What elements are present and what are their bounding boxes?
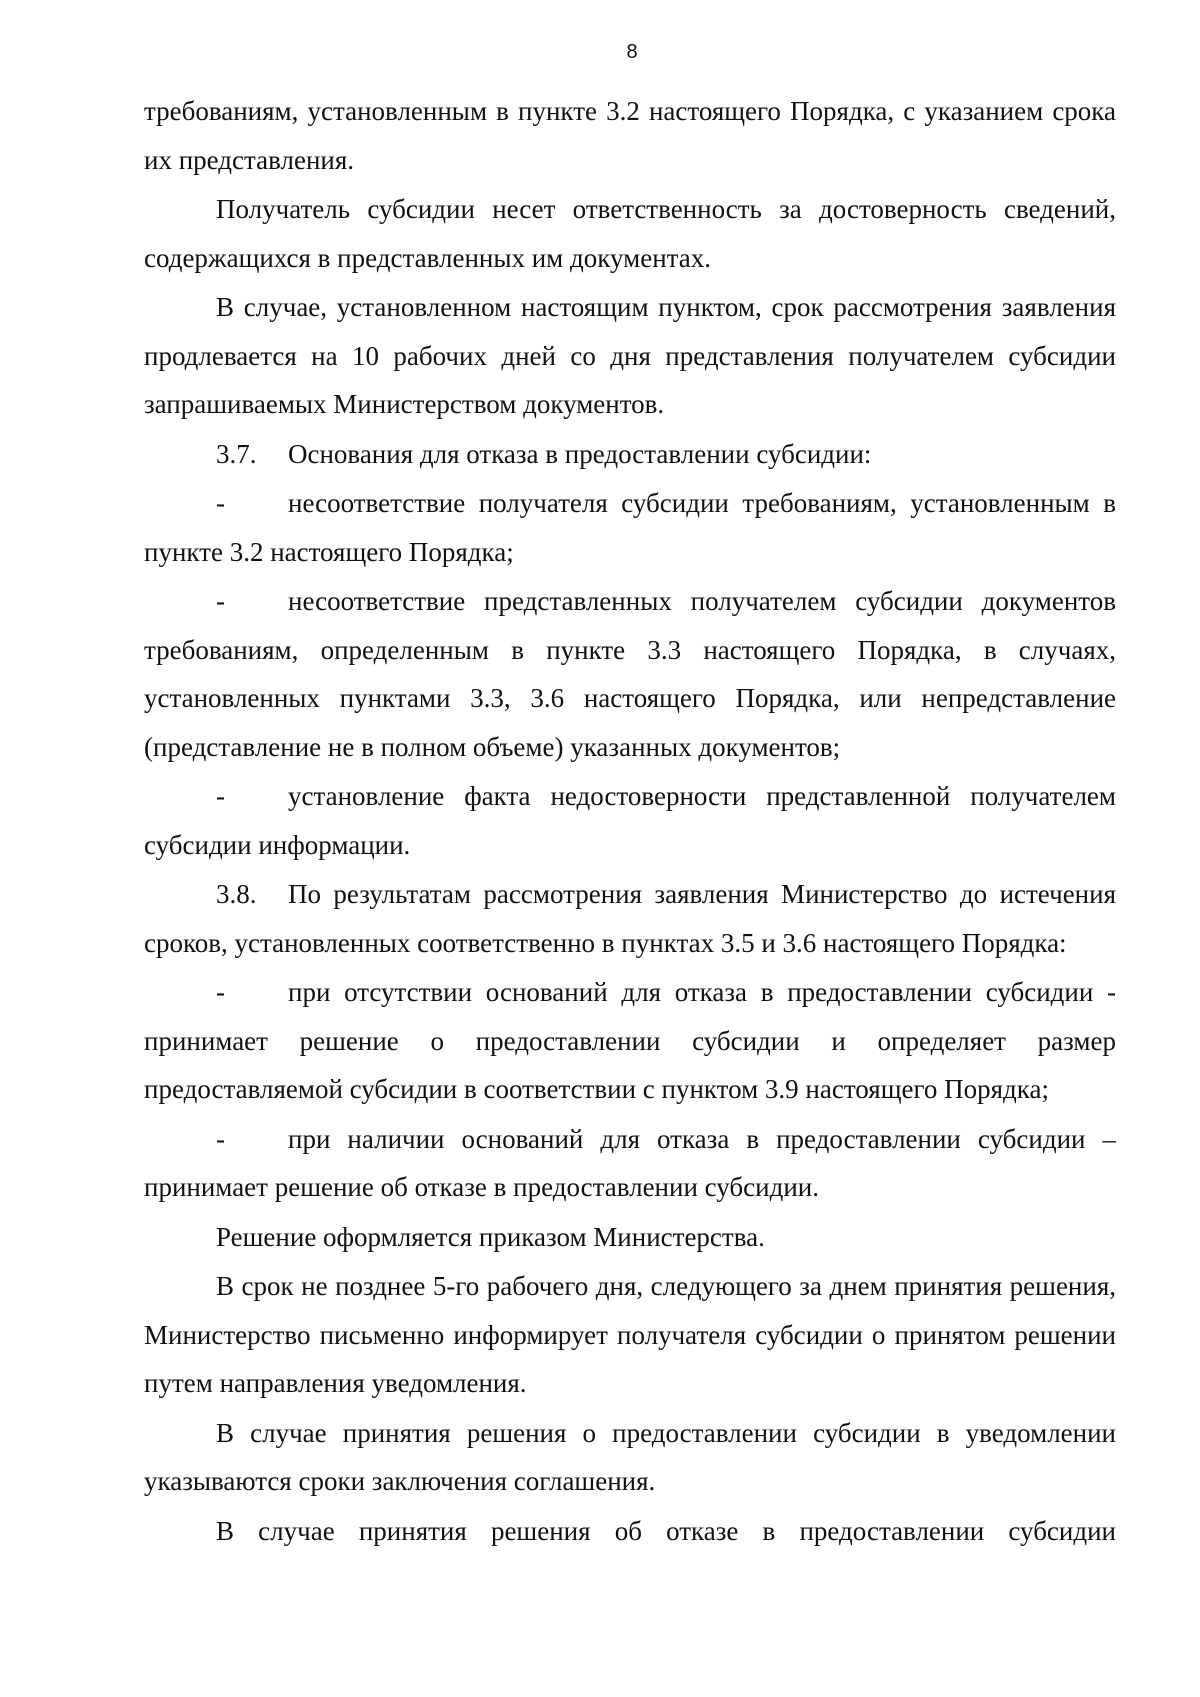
section-3-7-heading — [144, 430, 1116, 479]
page-number: 8 — [626, 41, 638, 63]
list-item-text: при наличии оснований для отказа в предоставлении субсидии – принимает решение об отказе в предоставлении субсидии. — [144, 1123, 1116, 1202]
section-number: 3.8. — [216, 879, 257, 909]
paragraph-refusal-notice — [144, 1507, 1116, 1556]
section-3-8-heading — [144, 870, 1116, 967]
list-item — [144, 1115, 1116, 1212]
list-item — [144, 577, 1116, 771]
dash-bullet: - — [216, 977, 225, 1007]
dash-bullet: - — [216, 586, 225, 616]
paragraph-text: В срок не позднее 5-го рабочего дня, следующего за днем принятия решения, Министерство письменно информирует получателя субсидии о принятом решении путем направления уведомления. — [144, 1271, 1116, 1398]
paragraph-notification-deadline — [144, 1262, 1116, 1408]
paragraph-text: требованиям, установленным в пункте 3.2 настоящего Порядка, с указанием срока их представления. — [144, 96, 1116, 175]
list-item-text: несоответствие получателя субсидии требованиям, установленным в пункте 3.2 настоящего Порядка; — [144, 488, 1116, 567]
dash-bullet: - — [216, 781, 225, 811]
paragraph-decision-order — [144, 1213, 1116, 1262]
list-item-text: установление факта недостоверности представленной получателем субсидии информации. — [144, 781, 1116, 860]
paragraph-continuation — [144, 87, 1116, 184]
paragraph-text: Получатель субсидии несет ответственность за достоверность сведений, содержащихся в представленных им документах. — [144, 194, 1116, 273]
paragraph-approval-notice — [144, 1409, 1116, 1506]
list-item — [144, 772, 1116, 869]
list-item-text: несоответствие представленных получателем субсидии документов требованиям, определенным в пункте 3.3 настоящего Порядка, в случаях, установленных пунктами 3.3, 3.6 настоящего Порядка, или непредставление (представление не в полном объеме) указанных документов; — [144, 586, 1116, 762]
paragraph-text: В случае принятия решения о предоставлении субсидии в уведомлении указываются сроки заключения соглашения. — [144, 1417, 1116, 1496]
list-item — [144, 968, 1116, 1114]
section-number: 3.7. — [216, 438, 257, 469]
section-text: По результатам рассмотрения заявления Министерство до истечения сроков, установленных соответственно в пунктах 3.5 и 3.6 настоящего Порядка: — [144, 879, 1116, 958]
paragraph-text: В случае принятия решения об отказе в предоставлении субсидии — [216, 1515, 1116, 1546]
paragraph-text: В случае, установленном настоящим пунктом, срок рассмотрения заявления продлевается на 10 рабочих дней со дня представления получателем субсидии запрашиваемых Министерством документов. — [144, 292, 1116, 419]
document-body — [144, 87, 1116, 1556]
dash-bullet: - — [216, 488, 225, 518]
paragraph-responsibility — [144, 185, 1116, 282]
list-item — [144, 479, 1116, 576]
section-text: Основания для отказа в предоставлении субсидии: — [288, 438, 872, 469]
paragraph-text: Решение оформляется приказом Министерства. — [216, 1221, 765, 1252]
paragraph-extension — [144, 283, 1116, 429]
dash-bullet: - — [216, 1123, 225, 1154]
list-item-text: при отсутствии оснований для отказа в предоставлении субсидии - принимает решение о предоставлении субсидии и определяет размер предоставляемой субсидии в соответствии с пунктом 3.9 настоящего Порядка; — [144, 977, 1116, 1104]
